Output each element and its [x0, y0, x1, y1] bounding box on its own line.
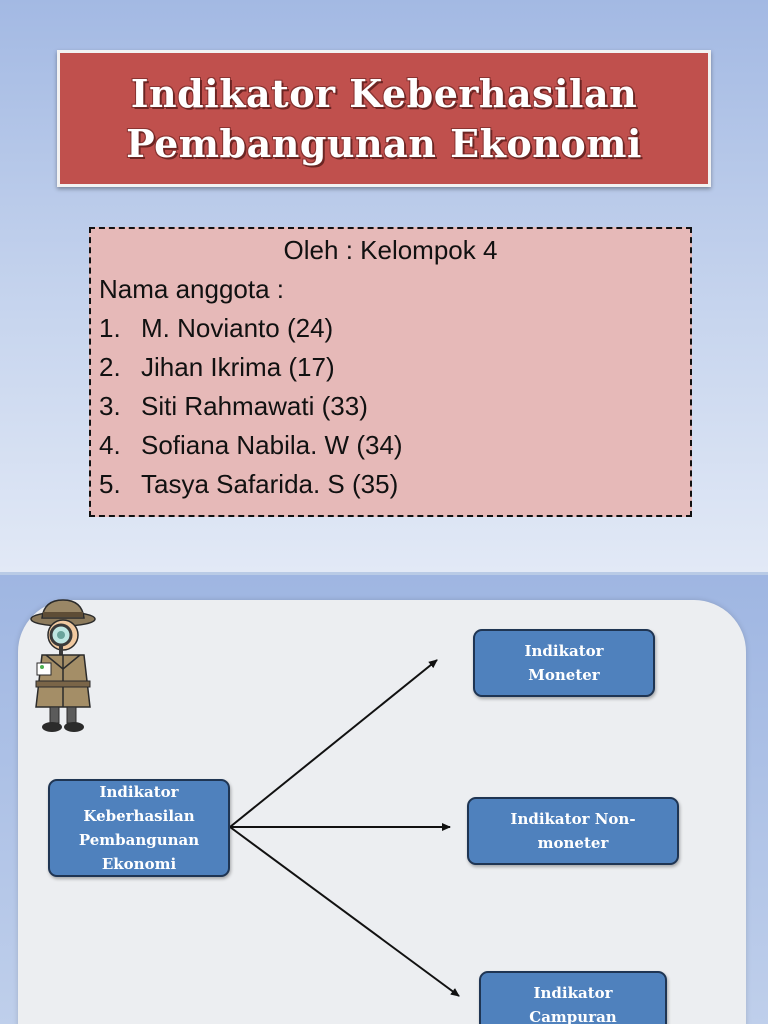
- group-info-box: [89, 227, 692, 517]
- member-number: 1.: [99, 313, 121, 343]
- member-item: [99, 465, 690, 504]
- arrow-to-moneter: [230, 660, 437, 827]
- member-number: 2.: [99, 352, 121, 382]
- member-name: Siti Rahmawati (33): [141, 391, 368, 421]
- node-non-moneter-line: moneter: [537, 834, 609, 852]
- member-number: 5.: [99, 469, 121, 499]
- node-moneter-line: Moneter: [528, 666, 600, 684]
- node-non-moneter: [467, 797, 679, 865]
- node-campuran-line: Campuran: [529, 1008, 617, 1024]
- node-moneter: [473, 629, 655, 697]
- source-node-line: Indikator: [99, 783, 179, 801]
- arrow-to-campuran: [230, 827, 459, 996]
- member-number: 4.: [99, 430, 121, 460]
- members-heading: Nama anggota :: [99, 274, 285, 304]
- source-node-line: Keberhasilan: [83, 807, 195, 825]
- source-node: [48, 779, 230, 877]
- title-line-2: Pembangunan Ekonomi: [126, 120, 642, 166]
- member-item: [99, 309, 690, 348]
- node-campuran: [479, 971, 667, 1024]
- member-name: Jihan Ikrima (17): [141, 352, 335, 382]
- author-line: Oleh : Kelompok 4: [283, 235, 498, 265]
- member-name: Sofiana Nabila. W (34): [141, 430, 403, 460]
- member-item: [99, 348, 690, 387]
- detective-icon: [28, 597, 98, 737]
- node-campuran-line: Indikator: [533, 984, 613, 1002]
- diagram-slide: [0, 575, 768, 1024]
- member-name: M. Novianto (24): [141, 313, 334, 343]
- member-name: Tasya Safarida. S (35): [141, 469, 399, 499]
- source-node-line: Pembangunan: [78, 831, 200, 849]
- title-banner: [57, 50, 711, 187]
- node-non-moneter-line: Indikator Non-: [510, 810, 636, 828]
- member-number: 3.: [99, 391, 121, 421]
- title-line-1: Indikator Keberhasilan: [130, 70, 638, 116]
- source-node-line: Ekonomi: [101, 855, 177, 873]
- member-item: [99, 387, 690, 426]
- node-moneter-line: Indikator: [524, 642, 604, 660]
- member-item: [99, 426, 690, 465]
